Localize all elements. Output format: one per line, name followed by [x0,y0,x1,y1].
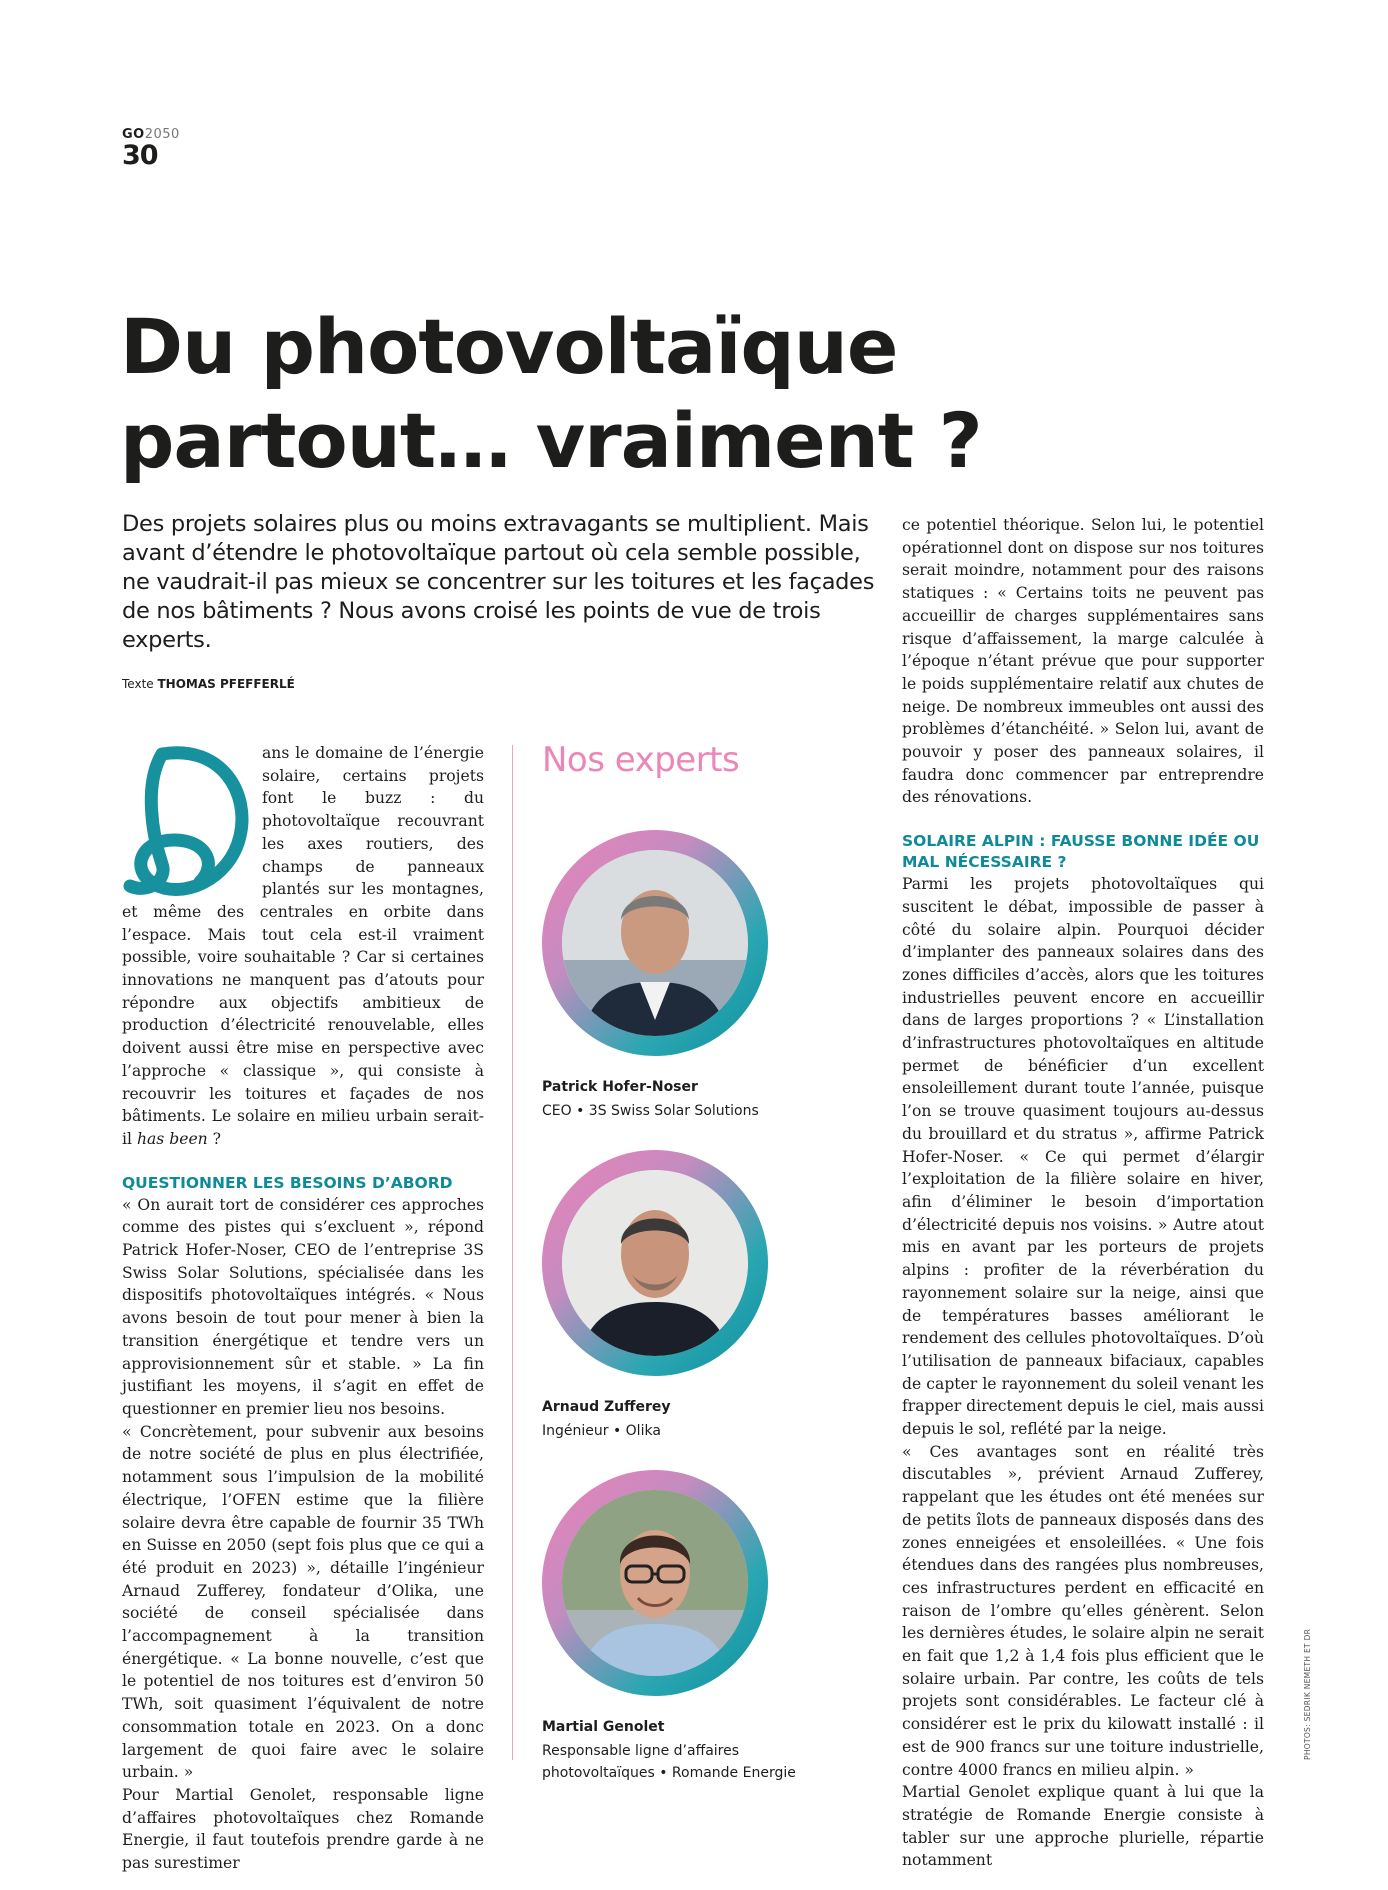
intro-paragraph: ans le domaine de l’énergie solaire, certains projets font le buzz : du photovoltaïque recouvrant les axes routiers, des champs de panneaux plantés sur les montagnes, et même des centrales en orbite dans l’espace. Mais tout cela est-il vraiment possible, voire souhaitable ? Car si certaines innovations ne manquent pas d’atouts pour répondre aux objectifs ambitieux de production d’électricité renouvelable, elles doivent aussi être mise en perspective avec l’approche « classique », qui consiste à recouvrir les toitures et façades de nos bâtiments. Le solaire en milieu urbain serait-il has been ? [122,744,484,1148]
subhead-1: QUESTIONNER LES BESOINS D’ABORD [122,1173,453,1192]
experts-heading: Nos experts [542,740,740,780]
body-paragraph: Pour Martial Genolet, responsable ligne d’affaires photovoltaïques chez Romande Energie, il faut toutefois prendre garde à ne pas surestimer [122,1785,484,1873]
expert-name: Arnaud Zufferey [542,1399,671,1415]
folio [122,128,180,170]
page-number: 30 [122,140,158,171]
portrait-ring [542,1150,768,1376]
expert-name: Patrick Hofer-Noser [542,1079,698,1095]
body-paragraph: « On aurait tort de considérer ces approches comme des pistes qui s’excluent », répond Patrick Hofer-Noser, CEO de l’entreprise 3S Swiss Solar Solutions, spécialisée dans les dispositifs photovoltaïques intégrés. « Nous avons besoin de tout pour mener à bien la transition énergétique et tendre vers un approvisionnement sûr et stable. » La fin justifiant les moyens, il s’agit en effet de questionner en premier lieu nos besoins. [122,1195,484,1418]
body-paragraph: « Concrètement, pour subvenir aux besoins de notre société de plus en plus électrifiée, notamment sous l’impulsion de la mobilité électrique, l’OFEN estime que la filière solaire devra être capable de fournir 35 TWh en Suisse en 2050 (sept fois plus que ce qui a été produit en 2023) », détaille l’ingénieur Arnaud Zufferey, fondateur d’Olika, une société de conseil spécialisée dans l’accompagnement à la transition énergétique. « La bonne nouvelle, c’est que le potentiel de nos toitures est d’environ 50 TWh, soit quasiment l’équivalent de notre consommation totale en 2023. On a donc largement de quoi faire avec le solaire urbain. » [122,1422,484,1782]
expert-card [542,1470,872,1784]
text-column-3 [902,514,1264,1872]
expert-name: Martial Genolet [542,1719,665,1735]
column-divider [512,745,513,1760]
expert-portrait [562,1170,748,1356]
text-column-1 [122,742,484,1875]
photo-credit: PHOTOS: SEDRIK NEMETH ET DR [1303,1628,1312,1760]
expert-role: Ingénieur • Olika [542,1423,661,1439]
dropcap-d [122,744,250,900]
article-title [120,300,1120,488]
expert-role: Responsable ligne d’affaires photovoltaïques • Romande Energie [542,1743,796,1781]
body-paragraph: ce potentiel théorique. Selon lui, le potentiel opérationnel dont on dispose sur nos toitures serait moindre, notamment pour des raisons statiques : « Certains toits ne peuvent pas accueillir de charges supplémentaires sans risque d’affaissement, la marge calculée à l’époque n’étant prévue que pour supporter le poids supplémentaire relatif aux chutes de neige. De nombreux immeubles ont aussi des problèmes d’étanchéité. » Selon lui, avant de pouvoir y poser des panneaux solaires, il faudra donc commencer par entreprendre des rénovations. [902,516,1264,807]
expert-role: CEO • 3S Swiss Solar Solutions [542,1103,759,1119]
expert-card [542,1150,872,1442]
body-paragraph: « Ces avantages sont en réalité très discutables », prévient Arnaud Zufferey, rappelant que les études ont été menées sur de petits îlots de panneaux disposés dans des zones enneigées et ensoleillées. « Une fois étendues dans des rangées plus nombreuses, ces infrastructures perdent en efficacité en raison de l’ombre qu’elles génèrent. Selon les dernières études, le solaire alpin ne serait en fait que 1,2 à 1,4 fois plus efficient que le solaire urbain. Par contre, les coûts de tels projets sont considérables. Le facteur clé à considérer est le prix du kilowatt installé : il est de 900 francs sur une toiture industrielle, contre 4000 francs en milieu alpin. » [902,1442,1264,1779]
body-paragraph: Martial Genolet explique quant à lui que la stratégie de Romande Energie consiste à tabler sur une approche plurielle, répartie notamment [902,1783,1264,1870]
subhead-2: SOLAIRE ALPIN : FAUSSE BONNE IDÉE OU MAL NÉCESSAIRE ? [902,832,1260,872]
byline: Texte THOMAS PFEFFERLÉ [122,677,295,691]
author-name: THOMAS PFEFFERLÉ [157,677,295,691]
title-line-2: partout… vraiment ? [120,396,982,485]
article-lead: Des projets solaires plus ou moins extravagants se multiplient. Mais avant d’étendre le photovoltaïque partout où cela semble possible, ne vaudrait-il pas mieux se concentrer sur les toitures et les façades de nos bâtiments ? Nous avons croisé les points de vue de trois experts. [122,511,875,653]
expert-portrait [562,850,748,1036]
portrait-ring [542,1470,768,1696]
body-paragraph: Parmi les projets photovoltaïques qui suscitent le débat, impossible de passer à côté du solaire alpin. Pourquoi décider d’implanter des panneaux solaires dans des zones difficiles d’accès, alors que les toitures industrielles peuvent encore en accueillir dans de larges proportions ? « L’installation d’infrastructures photovoltaïques en altitude permet de bénéficier d’un excellent ensoleillement durant toute l’année, puisque l’on se trouve quasiment toujours au-dessus du brouillard et du stratus », affirme Patrick Hofer-Noser. « Ce qui permet d’élargir l’exploitation de la filière solaire en hiver, afin d’éliminer le besoin d’importation d’électricité depuis nos voisins. » Autre atout mis en avant par les porteurs de projets alpins : profiter de la réverbération du rayonnement solaire sur la neige, ainsi que de températures basses améliorant le rendement des cellules photovoltaïques. D’où l’utilisation de panneaux bifaciaux, capables de capter le rayonnement du soleil venant les frapper directement depuis le ciel, mais aussi depuis le sol, reflété par la neige. [902,875,1264,1439]
title-line-1: Du photovoltaïque [120,302,898,391]
portrait-ring [542,830,768,1056]
expert-card [542,830,872,1122]
magazine-brand: GO2050 [122,127,180,142]
expert-portrait [562,1490,748,1676]
